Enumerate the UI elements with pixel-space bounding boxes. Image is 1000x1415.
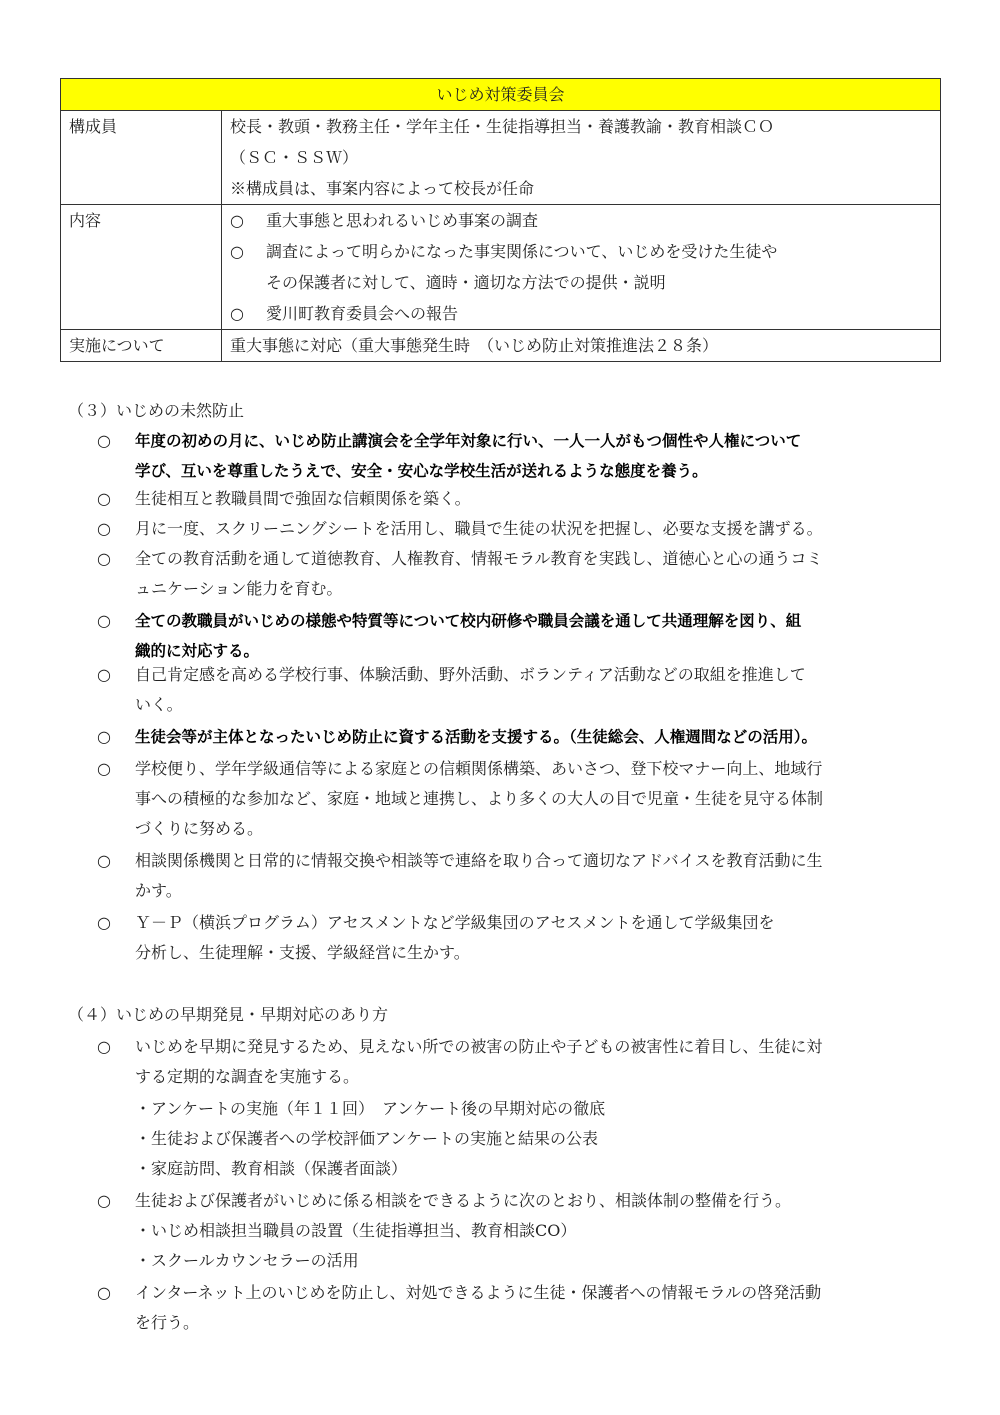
list-item: ○ 学校便り、学年学級通信等による家庭との信頼関係構築、あいさつ、登下校マナー向上、地域行 事への積極的な参加など、家庭・地域と連携し、より多くの大人の目で児童・生徒を見守る体制 づくりに努める。 [97, 754, 937, 844]
table-row-content [61, 205, 941, 330]
content-cell [222, 205, 941, 330]
circle-bullet-icon: ○ [230, 211, 244, 230]
list-item: ○ 生徒および保護者がいじめに係る相談をできるように次のとおり、相談体制の整備を行う。 [97, 1186, 937, 1216]
sub-item: ・アンケートの実施（年１１回） アンケート後の早期対応の徹底 [135, 1099, 606, 1118]
circle-bullet-icon: ○ [97, 1283, 111, 1302]
list-item: ○ 全ての教育活動を通して道徳教育、人権教育、情報モラル教育を実践し、道徳心と心の通うコミ ュニケーション能力を育む。 [97, 544, 937, 604]
circle-bullet-icon: ○ [97, 519, 111, 538]
list-item: ○ Ｙ－Ｐ（横浜プログラム）アセスメントなど学級集団のアセスメントを通して学級集団を 分析し、生徒理解・支援、学級経営に生かす。 [97, 908, 937, 968]
circle-bullet-icon: ○ [230, 242, 244, 261]
list-item: ○ 年度の初めの月に、いじめ防止講演会を全学年対象に行い、一人一人がもつ個性や人権について 学び、互いを尊重したうえで、安全・安心な学校生活が送れるような態度を養う。 [97, 426, 937, 486]
list-item: ○ 相談関係機関と日常的に情報交換や相談等で連絡を取り合って適切なアドバイスを教育活動に生 かす。 [97, 846, 937, 906]
circle-bullet-icon: ○ [97, 489, 111, 508]
list-item: ○ 自己肯定感を高める学校行事、体験活動、野外活動、ボランティア活動などの取組を推進して いく。 [97, 660, 937, 720]
circle-bullet-icon: ○ [97, 431, 111, 450]
implementation-label: 実施について [61, 330, 222, 362]
list-item: ○ 生徒会等が主体となったいじめ防止に資する活動を支援する。（生徒総会、人権週間などの活用）。 [97, 722, 937, 752]
table-row-implementation [61, 330, 941, 362]
members-line: ※構成員は、事案内容によって校長が任命 [230, 179, 535, 198]
content-item-continuation: その保護者に対して、適時・適切な方法での提供・説明 [266, 273, 666, 292]
circle-bullet-icon: ○ [230, 304, 244, 323]
content-item: ○ 愛川町教育委員会への報告 [230, 298, 932, 329]
content-item: ○ 重大事態と思われるいじめ事案の調査 [230, 205, 932, 236]
content-item: ○ 調査によって明らかになった事実関係について、いじめを受けた生徒や [230, 236, 932, 267]
circle-bullet-icon: ○ [97, 549, 111, 568]
implementation-cell: 重大事態に対応（重大事態発生時 （いじめ防止対策推進法２８条） [222, 330, 941, 362]
section3-heading: （３）いじめの未然防止 [68, 401, 245, 420]
circle-bullet-icon: ○ [97, 851, 111, 870]
committee-table [60, 78, 941, 362]
members-label: 構成員 [61, 111, 222, 205]
sub-item: ・スクールカウンセラーの活用 [135, 1251, 359, 1270]
list-item: ○ いじめを早期に発見するため、見えない所での被害の防止や子どもの被害性に着目し、生徒に対 する定期的な調査を実施する。 [97, 1032, 937, 1092]
list-item: ○ 全ての教職員がいじめの様態や特質等について校内研修や職員会議を通して共通理解を図り、組 織的に対応する。 [97, 606, 937, 666]
list-item: ○ インターネット上のいじめを防止し、対処できるように生徒・保護者への情報モラルの啓発活動 を行う。 [97, 1278, 937, 1338]
circle-bullet-icon: ○ [97, 913, 111, 932]
circle-bullet-icon: ○ [97, 1037, 111, 1056]
committee-title: いじめ対策委員会 [61, 79, 941, 111]
members-line: 校長・教頭・教務主任・学年主任・生徒指導担当・養護教諭・教育相談ＣＯ [230, 117, 775, 136]
sub-item: ・生徒および保護者への学校評価アンケートの実施と結果の公表 [135, 1129, 599, 1148]
members-cell [222, 111, 941, 205]
table-row-members [61, 111, 941, 205]
circle-bullet-icon: ○ [97, 611, 111, 630]
members-line: （ＳＣ・ＳＳＷ） [230, 148, 359, 167]
circle-bullet-icon: ○ [97, 727, 111, 746]
list-item: ○ 生徒相互と教職員間で強固な信頼関係を築く。 [97, 484, 937, 514]
section4-heading: （４）いじめの早期発見・早期対応のあり方 [68, 1005, 389, 1024]
circle-bullet-icon: ○ [97, 665, 111, 684]
content-label: 内容 [61, 205, 222, 330]
list-item: ○ 月に一度、スクリーニングシートを活用し、職員で生徒の状況を把握し、必要な支援を講ずる。 [97, 514, 937, 544]
sub-item: ・家庭訪問、教育相談（保護者面談） [135, 1159, 408, 1178]
circle-bullet-icon: ○ [97, 1191, 111, 1210]
circle-bullet-icon: ○ [97, 759, 111, 778]
sub-item: ・いじめ相談担当職員の設置（生徒指導担当、教育相談CO） [135, 1221, 577, 1240]
